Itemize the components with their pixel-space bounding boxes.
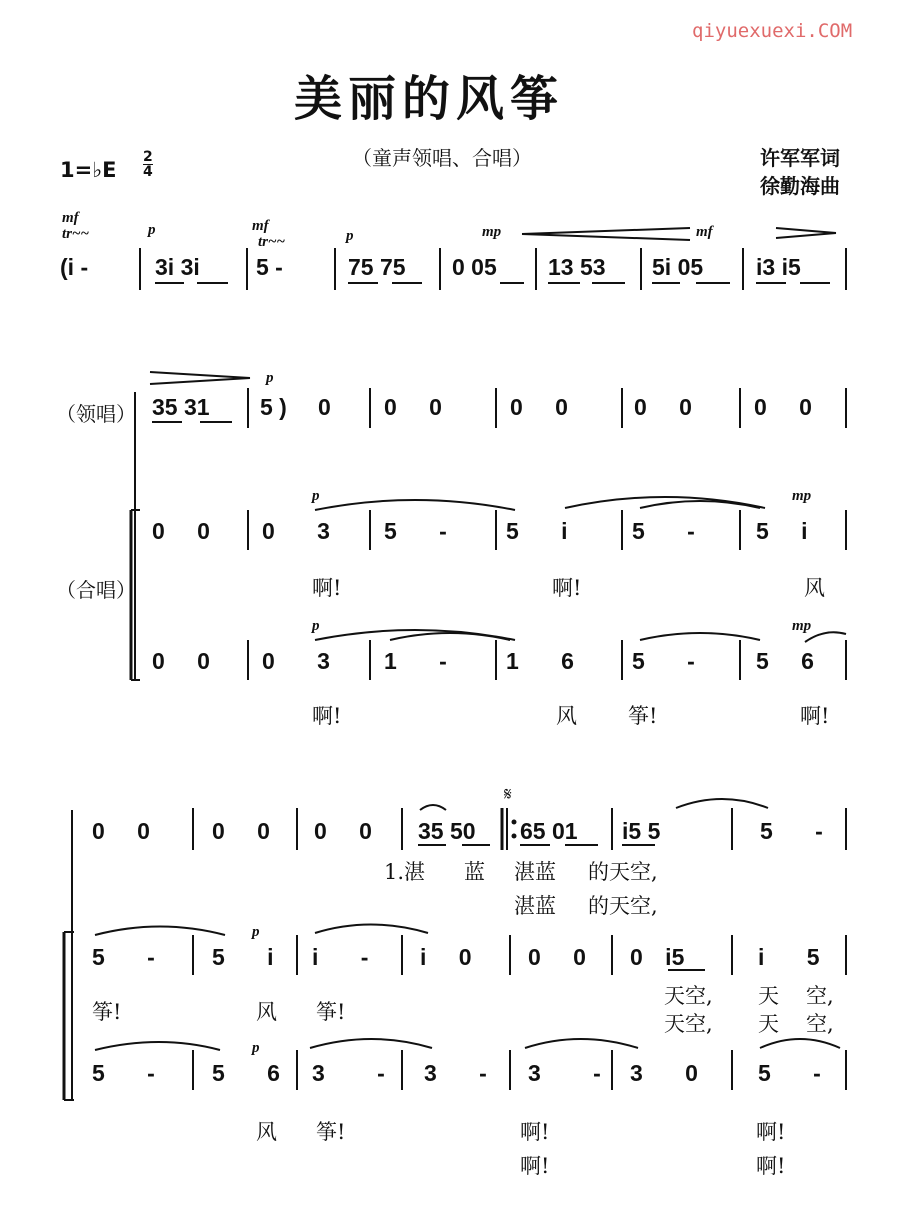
lyric: 啊! [800, 704, 830, 728]
lyric: 筝! [628, 704, 658, 728]
dynamic-p: p [252, 924, 260, 940]
chorus-upper-measure: 5 - [632, 518, 695, 544]
chorus-upper-measure: 0 0 [152, 518, 210, 544]
trill-mark: tr~~ [258, 234, 286, 250]
intro-measure-7: 5i 05 [652, 254, 704, 280]
chorus-lower-measure: 5 6 [212, 1060, 280, 1086]
lyricist-credit: 许军军词 [760, 146, 840, 170]
lyric: 筝! [316, 1120, 346, 1144]
dynamic-p: p [252, 1040, 260, 1056]
chorus-upper-measure: 0 3 [262, 518, 330, 544]
lyric: 天空, [664, 984, 713, 1008]
lyric: 1.湛 [384, 860, 426, 884]
lead-measure: 0 0 [314, 818, 372, 844]
chorus-upper-measure: 5 i [756, 518, 808, 544]
intro-measure-4: 75 75 [348, 254, 406, 280]
chorus-part-label: （合唱） [56, 578, 136, 602]
lead-measure: 65 01 [520, 818, 578, 844]
intro-measure-3: 5 - [256, 254, 283, 280]
lyric: 的天空, [588, 860, 658, 884]
intro-measure-1: (i - [60, 254, 89, 280]
trill-mark: tr~~ [62, 226, 90, 242]
dynamic-p: p [312, 618, 320, 634]
lyric: 筝! [92, 1000, 122, 1024]
lead-measure: 5 ) [260, 394, 287, 420]
chorus-lower-measure: 5 - [92, 1060, 155, 1086]
dynamic-p: p [312, 488, 320, 504]
dynamic-p: p [266, 370, 274, 386]
lyric: 湛蓝 [514, 860, 556, 884]
lyric: 天空, [664, 1012, 713, 1036]
chorus-lower-measure: 5 6 [756, 648, 814, 674]
chorus-lower-measure: 5 - [758, 1060, 821, 1086]
dynamic-mf: mf [62, 210, 79, 226]
lead-measure: 0 0 [634, 394, 692, 420]
lead-measure: 0 0 [754, 394, 812, 420]
time-sig-bottom: 4 [143, 164, 153, 180]
lyric: 天 [758, 984, 779, 1008]
dynamic-p: p [148, 222, 156, 238]
lyric: 蓝 [464, 860, 485, 884]
lyric: 风 [256, 1120, 277, 1144]
intro-measure-2: 3i 3i [155, 254, 200, 280]
lead-measure: 35 31 [152, 394, 210, 420]
chorus-lower-measure: 3 - [528, 1060, 601, 1086]
chorus-lower-measure: 0 3 [262, 648, 330, 674]
lyric: 啊! [756, 1120, 786, 1144]
chorus-upper-measure: 5 - [384, 518, 447, 544]
chorus-lower-measure: 0 0 [152, 648, 210, 674]
dynamic-mf: mf [252, 218, 269, 234]
chorus-upper-measure: i - [312, 944, 369, 970]
segno-sign: 𝄋 [504, 784, 512, 805]
dynamic-mp: mp [482, 224, 502, 240]
lyric: 啊! [520, 1120, 550, 1144]
song-title: 美丽的风筝 [294, 71, 565, 127]
lyric: 风 [804, 576, 825, 600]
intro-measure-5: 0 05 [452, 254, 497, 280]
composer-credit: 徐勤海曲 [760, 174, 840, 198]
lyric: 空, [806, 1012, 834, 1036]
lead-measure: 5 - [760, 818, 823, 844]
lyric: 啊! [312, 576, 342, 600]
lead-measure: 0 0 [384, 394, 442, 420]
lyric: 啊! [520, 1154, 550, 1178]
lead-part-label: （领唱） [56, 402, 136, 426]
chorus-upper-measure: 0 i5 [630, 944, 685, 970]
site-watermark: qiyuexuexi.COM [692, 20, 853, 42]
lyric: 风 [556, 704, 577, 728]
dynamic-mp: mp [792, 488, 812, 504]
chorus-lower-measure: 3 - [312, 1060, 385, 1086]
lyric: 天 [758, 1012, 779, 1036]
intro-measure-6: 13 53 [548, 254, 606, 280]
lyric: 啊! [756, 1154, 786, 1178]
dynamic-mf: mf [696, 224, 713, 240]
lyric: 啊! [552, 576, 582, 600]
lead-measure: 0 0 [212, 818, 270, 844]
lyric: 筝! [316, 1000, 346, 1024]
chorus-lower-measure: 3 - [424, 1060, 487, 1086]
chorus-lower-measure: 1 - [384, 648, 447, 674]
lead-measure: 35 50 [418, 818, 476, 844]
lead-measure: 0 [318, 394, 331, 420]
lyric: 空, [806, 984, 834, 1008]
chorus-upper-measure: 5 i [506, 518, 568, 544]
time-sig-top: 2 [143, 149, 153, 165]
dynamic-p: p [346, 228, 354, 244]
chorus-lower-measure: 5 - [632, 648, 695, 674]
chorus-lower-measure: 3 0 [630, 1060, 698, 1086]
chorus-upper-measure: 0 0 [528, 944, 586, 970]
song-subtitle: （童声领唱、合唱） [352, 146, 532, 170]
dynamic-mp: mp [792, 618, 812, 634]
chorus-upper-measure: i 5 [758, 944, 820, 970]
chorus-upper-measure: 5 i [212, 944, 274, 970]
lyric: 的天空, [588, 894, 658, 918]
lyric: 啊! [312, 704, 342, 728]
chorus-lower-measure: 1 6 [506, 648, 574, 674]
lead-measure: i5 5 [622, 818, 661, 844]
lead-measure: 0 0 [92, 818, 150, 844]
lyric: 风 [256, 1000, 277, 1024]
lead-measure: 0 0 [510, 394, 568, 420]
key-signature: 1=♭E [60, 158, 117, 182]
chorus-upper-measure: i 0 [420, 944, 472, 970]
lyric: 湛蓝 [514, 894, 556, 918]
intro-measure-8: i3 i5 [756, 254, 801, 280]
chorus-upper-measure: 5 - [92, 944, 155, 970]
